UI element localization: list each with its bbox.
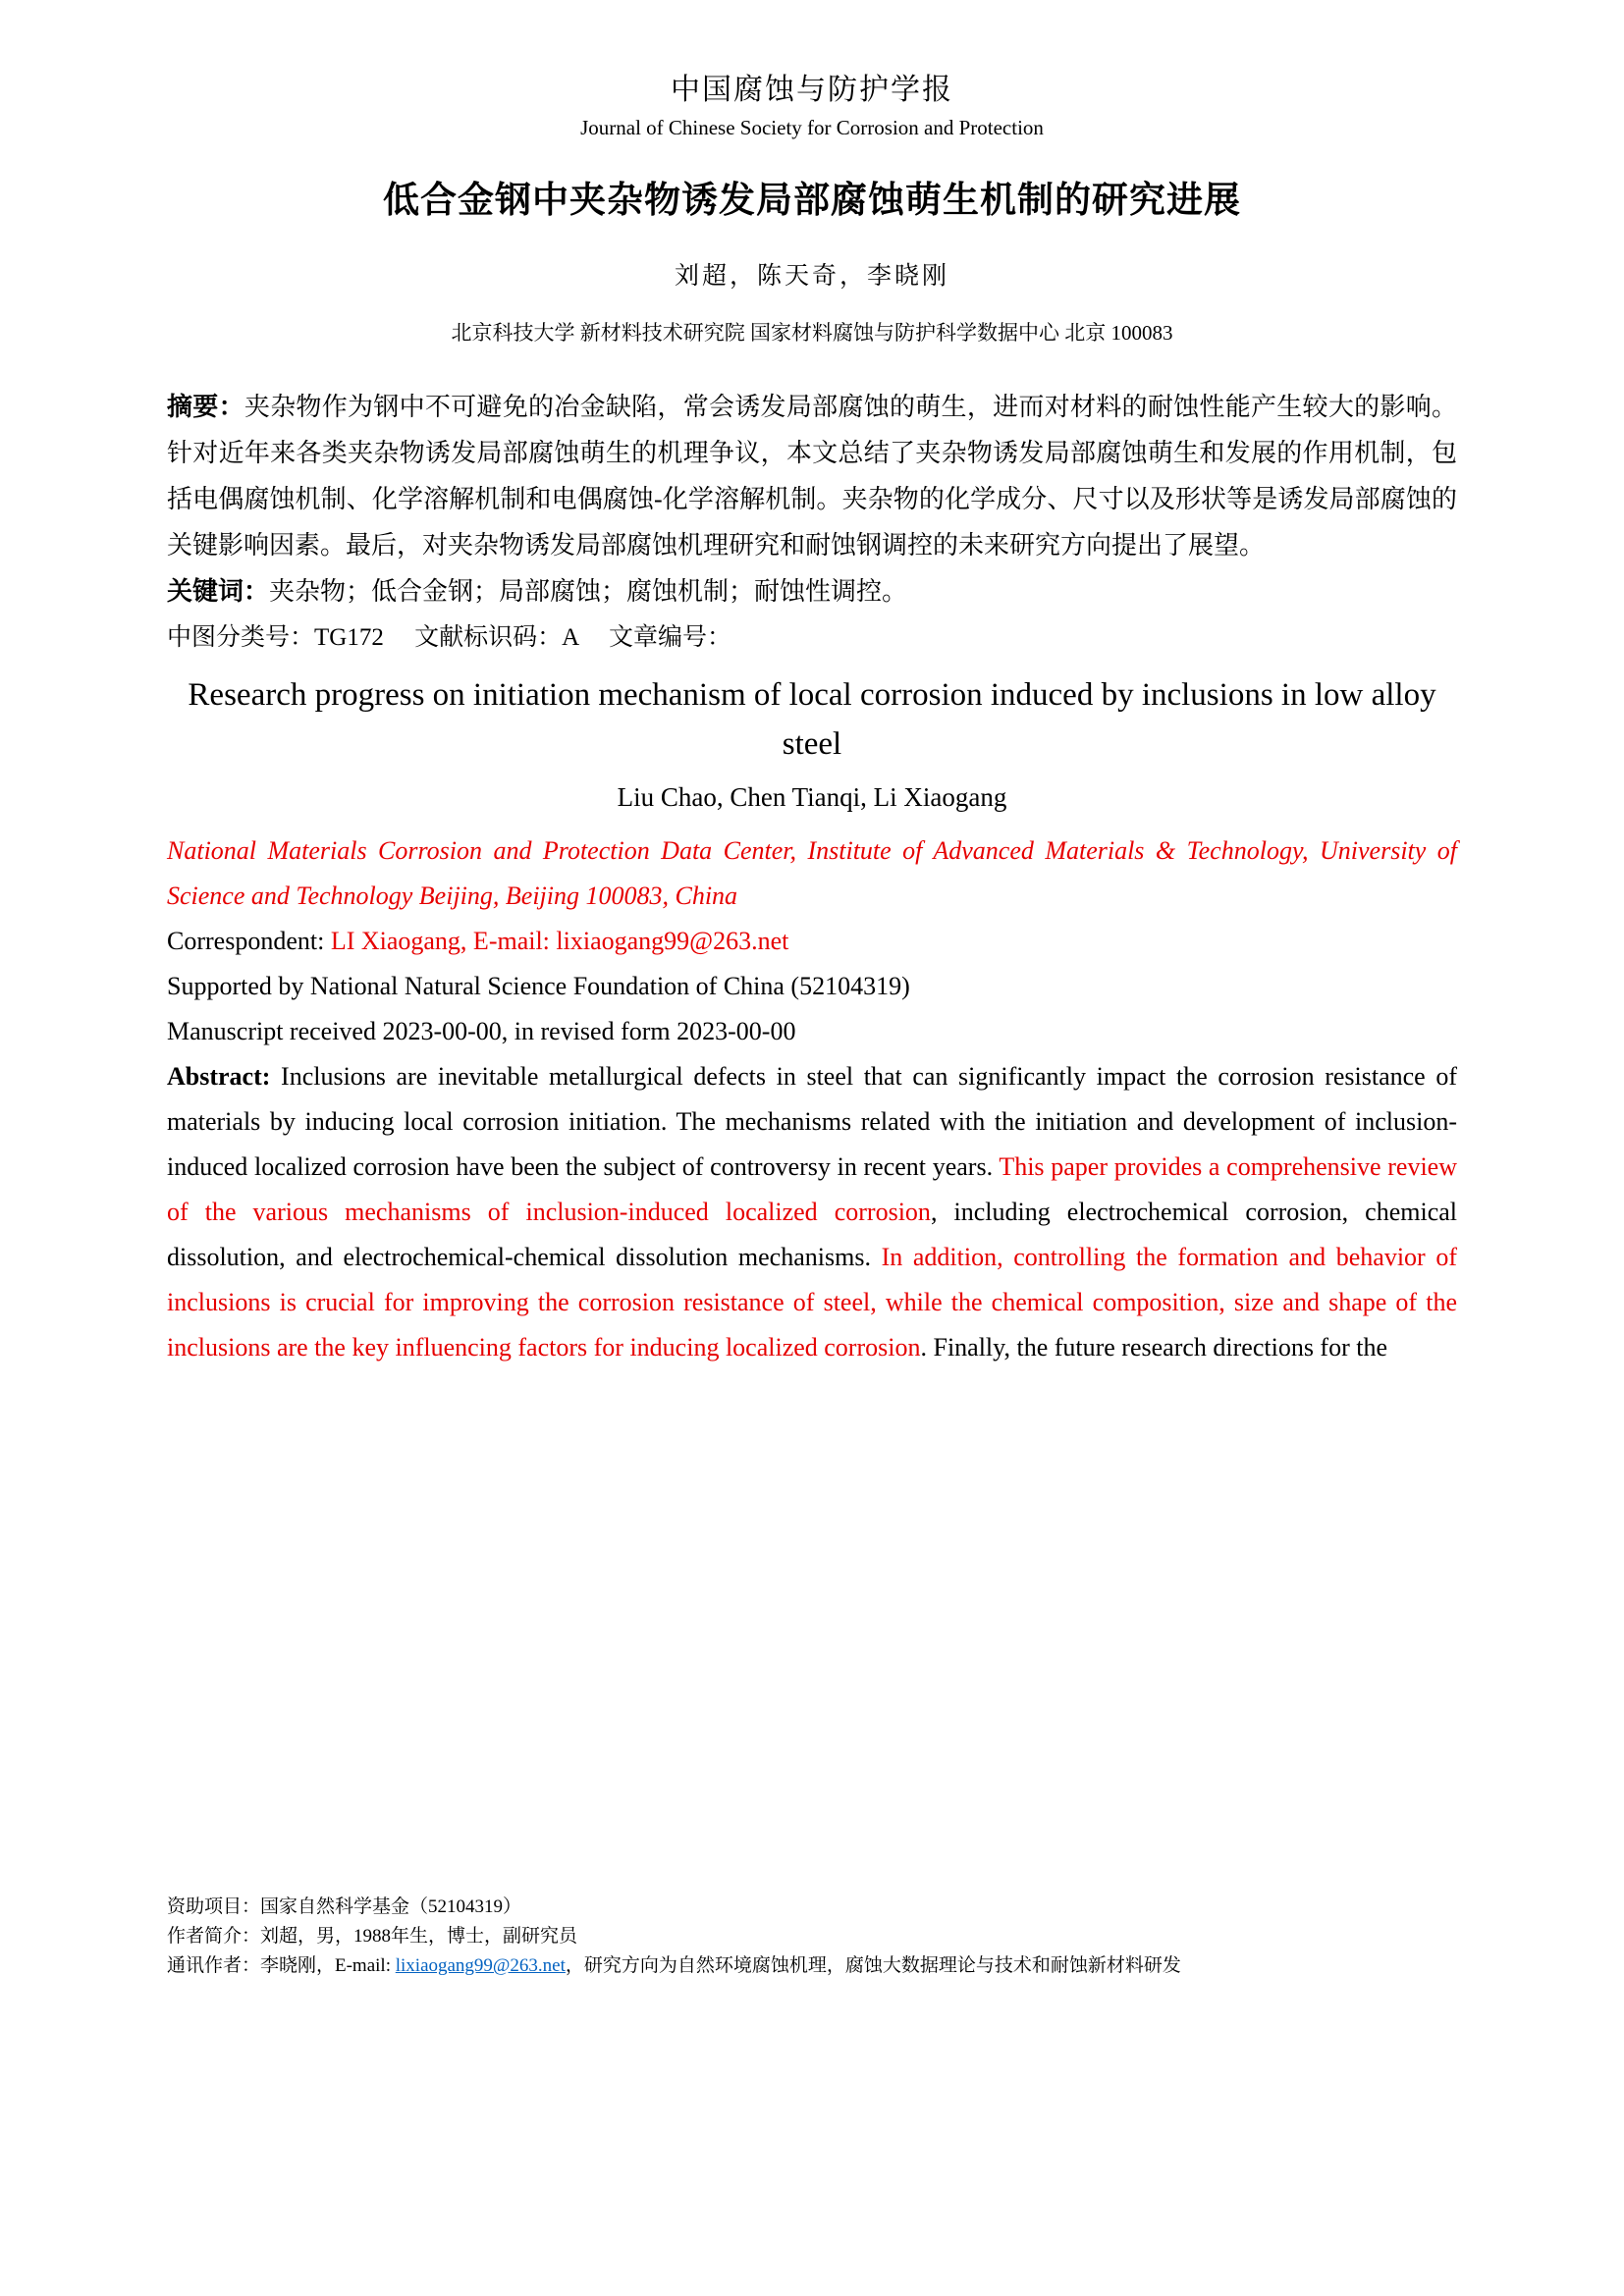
abstract-en-red-1: This paper provides a comprehensive review of the various mechanisms of inclusion-induced localized corrosion [167, 1152, 1457, 1226]
abstract-en-black-3: . Finally, the future research directions for the [920, 1333, 1388, 1362]
paper-title-cn: 低合金钢中夹杂物诱发局部腐蚀萌生机制的研究进展 [383, 181, 1241, 221]
journal-header [167, 65, 1457, 140]
manuscript-line: Manuscript received 2023-00-00, in revised form 2023-00-00 [167, 1017, 796, 1045]
affiliation-cn: 北京科技大学 新材料技术研究院 国家材料腐蚀与防护科学数据中心 北京 100083 [451, 321, 1173, 345]
abstract-en-black-1: Inclusions are inevitable metallurgical defects in steel that can significantly impact the corrosion resistance of materials by inducing local corrosion initiation. The mechanisms related with the initiation and development of inclusion-induced localized corrosion have been the subject of controversy in recent years. [167, 1062, 1457, 1181]
journal-name-cn: 中国腐蚀与防护学报 [671, 74, 953, 106]
abstract-en-body [167, 1062, 1457, 1362]
abstract-en-black-2: , including electrochemical corrosion, chemical dissolution, and electrochemical-chemical dissolution mechanisms. [167, 1198, 1458, 1271]
correspondent-contact: LI Xiaogang, E-mail: lixiaogang99@263.net [330, 927, 789, 955]
correspondent-label: Correspondent: [167, 927, 331, 955]
email-link[interactable]: lixiaogang99@263.net [395, 1955, 566, 1976]
journal-name-en: Journal of Chinese Society for Corrosion and Protection [580, 116, 1044, 139]
footnote-author-bio: 作者简介：刘超，男，1988年生，博士，副研究员 [167, 1926, 578, 1947]
classification-line: 中图分类号：TG172 文献标识码：A 文章编号： [167, 624, 732, 651]
affiliation-en: National Materials Corrosion and Protection Data Center, Institute of Advanced Materials & Technology, University of Science and Technology Beijing, Beijing 100083, China [167, 836, 1457, 910]
corresponding-label: 通讯作者：李晓刚，E-mail: [167, 1955, 396, 1976]
footnotes [167, 1893, 1457, 1981]
footnote-funding: 资助项目：国家自然科学基金（52104319） [167, 1896, 522, 1917]
abstract-en-label: Abstract: [167, 1062, 271, 1091]
abstract-cn-label: 摘要： [167, 393, 244, 421]
keywords-cn [167, 568, 1457, 614]
authors-en: Liu Chao, Chen Tianqi, Li Xiaogang [617, 782, 1007, 812]
corresponding-research: ，研究方向为自然环境腐蚀机理，腐蚀大数据理论与技术和耐蚀新材料研发 [565, 1955, 1181, 1976]
abstract-en-red-2: In addition, controlling the formation and behavior of inclusions is crucial for improving the corrosion resistance of steel, while the chemical composition, size and shape of the inclusions are the key influencing factors for inducing localized corrosion [167, 1243, 1458, 1362]
authors-cn: 刘超，陈天奇，李晓刚 [674, 263, 949, 290]
funding-line: Supported by National Natural Science Foundation of China (52104319) [167, 972, 910, 1000]
abstract-cn-text: 夹杂物作为钢中不可避免的冶金缺陷，常会诱发局部腐蚀的萌生，进而对材料的耐蚀性能产生较大的影响。针对近年来各类夹杂物诱发局部腐蚀萌生的机理争议，本文总结了夹杂物诱发局部腐蚀萌生和发展的作用机制，包括电偶腐蚀机制、化学溶解机制和电偶腐蚀-化学溶解机制。夹杂物的化学成分、尺寸以及形状等是诱发局部腐蚀的关键影响因素。最后，对夹杂物诱发局部腐蚀机理研究和耐蚀钢调控的未来研究方向提出了展望。 [167, 393, 1457, 560]
correspondent-line [167, 919, 1457, 964]
keywords-text: 夹杂物；低合金钢；局部腐蚀；腐蚀机制；耐蚀性调控。 [269, 577, 908, 606]
abstract-en [167, 1054, 1457, 1370]
footnote-corresponding [167, 1951, 1457, 1981]
keywords-label: 关键词： [167, 577, 270, 606]
abstract-cn [167, 384, 1457, 568]
paper-title-en: Research progress on initiation mechanism of local corrosion induced by inclusions in low alloy steel [188, 677, 1436, 762]
